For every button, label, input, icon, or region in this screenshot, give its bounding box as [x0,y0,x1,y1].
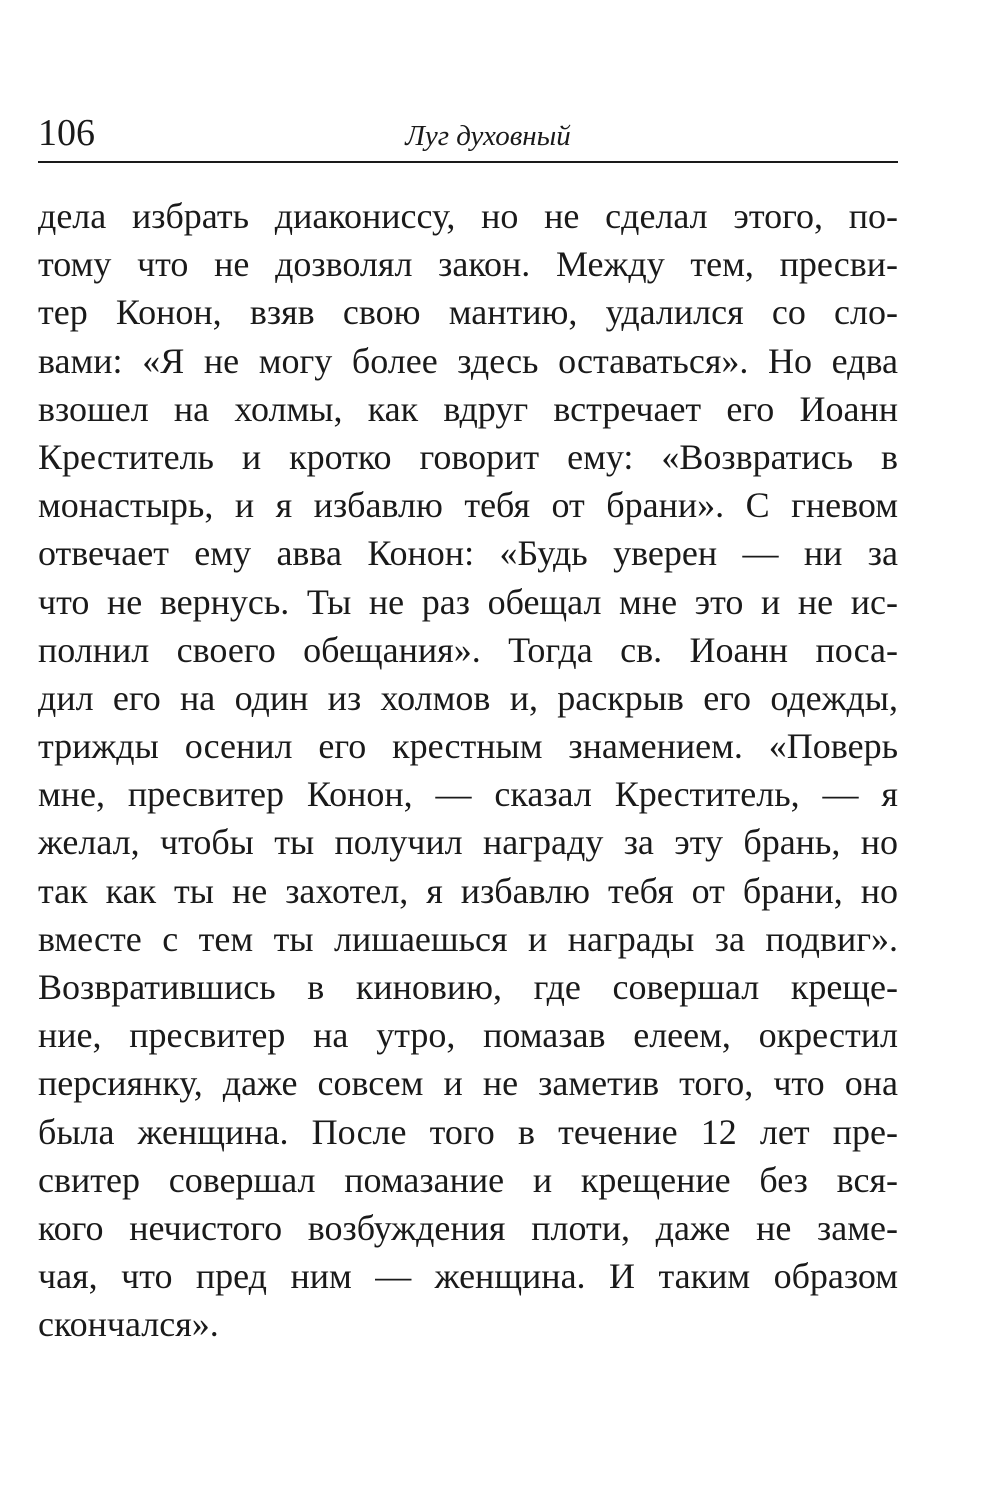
text-line: дела избрать диакониссу, но не сделал этого, по- [38,196,898,236]
text-line: тер Конон, взяв свою мантию, удалился со сло- [38,292,898,333]
text-line: чая, что пред ним — женщина. И таким образом [38,1256,898,1297]
text-line: вами: «Я не могу более здесь оставаться». Но едва [38,340,898,381]
text-line: скончался». [38,1304,219,1345]
text-line: тому что не дозволял закон. Между тем, пресви- [38,244,898,285]
text-line: взошел на холмы, как вдруг встречает его Иоанн [38,388,898,429]
text-line: что не вернусь. Ты не раз обещал мне это и не ис- [38,581,898,622]
page-header [38,108,898,162]
text-line: монастырь, и я избавлю тебя от брани». С гневом [38,485,898,526]
text-line: была женщина. После того в течение 12 лет пре- [38,1111,898,1152]
running-title: Луг духовный [405,120,571,152]
header-rule [38,161,898,163]
text-line: мне, пресвитер Конон, — сказал Креститель, — я [38,774,898,815]
text-line: отвечает ему авва Конон: «Будь уверен — ни за [38,533,898,574]
text-line: дил его на один из холмов и, раскрыв его одежды, [38,677,898,718]
text-line: ние, пресвитер на утро, помазав елеем, окрестил [38,1015,898,1056]
text-line: трижды осенил его крестным знамением. «Поверь [38,726,898,767]
text-line: желал, чтобы ты получил награду за эту брань, но [38,822,898,863]
text-line: персиянку, даже совсем и не заметив того, что она [38,1063,898,1104]
text-line: вместе с тем ты лишаешься и награды за подвиг». [38,918,898,959]
text-line: свитер совершал помазание и крещение без вся- [38,1159,898,1200]
text-line: кого нечистого возбуждения плоти, даже не заме- [38,1207,898,1248]
body-text [38,192,898,1349]
text-line: так как ты не захотел, я избавлю тебя от брани, но [38,870,898,911]
page-number: 106 [38,112,95,154]
text-line: полнил своего обещания». Тогда св. Иоанн поса- [38,629,898,670]
text-line: Креститель и кротко говорит ему: «Возвратись в [38,436,898,477]
text-line: Возвратившись в киновию, где совершал креще- [38,967,898,1007]
